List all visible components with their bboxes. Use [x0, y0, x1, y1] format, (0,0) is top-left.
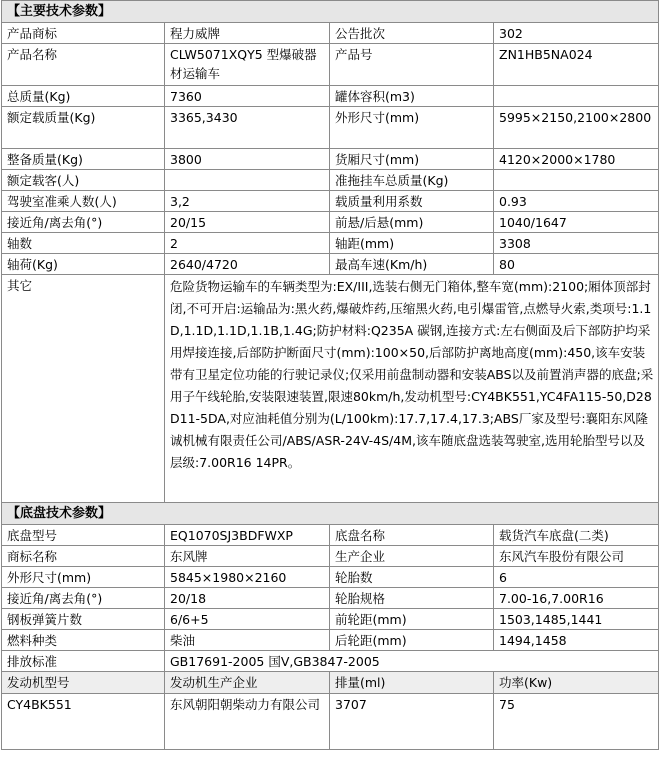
engine-displacement: 3707	[330, 694, 494, 750]
table-row	[2, 212, 659, 233]
field-value: 4120×2000×1780	[494, 149, 659, 170]
field-value: 1494,1458	[494, 630, 659, 651]
field-value: 3308	[494, 233, 659, 254]
field-value: 20/15	[165, 212, 330, 233]
field-label: 产品名称	[2, 44, 165, 86]
table-row	[2, 254, 659, 275]
field-label: 生产企业	[330, 546, 494, 567]
table-row	[2, 191, 659, 212]
field-value: 5845×1980×2160	[165, 567, 330, 588]
field-label: 轴数	[2, 233, 165, 254]
section-title: 【底盘技术参数】	[2, 503, 659, 525]
column-header: 排量(ml)	[330, 672, 494, 694]
table-row	[2, 149, 659, 170]
field-label: 钢板弹簧片数	[2, 609, 165, 630]
field-value: CLW5071XQY5 型爆破器材运输车	[165, 44, 330, 86]
table-row	[2, 546, 659, 567]
table-row	[2, 588, 659, 609]
field-value: 1503,1485,1441	[494, 609, 659, 630]
emission-value: GB17691-2005 国V,GB3847-2005	[165, 651, 659, 672]
field-label: 轮胎规格	[330, 588, 494, 609]
engine-maker: 东风朝阳朝柴动力有限公司	[165, 694, 330, 750]
engine-header-row	[2, 672, 659, 694]
field-value: 302	[494, 23, 659, 44]
field-value: EQ1070SJ3BDFWXP	[165, 525, 330, 546]
table-row	[2, 170, 659, 191]
table-row	[2, 609, 659, 630]
field-label: 驾驶室准乘人数(人)	[2, 191, 165, 212]
field-value: 0.93	[494, 191, 659, 212]
field-value: 3800	[165, 149, 330, 170]
field-value	[494, 170, 659, 191]
table-row	[2, 567, 659, 588]
field-value: 2	[165, 233, 330, 254]
column-header: 发动机型号	[2, 672, 165, 694]
field-label: 最高车速(Km/h)	[330, 254, 494, 275]
field-label: 轮胎数	[330, 567, 494, 588]
field-label: 前悬/后悬(mm)	[330, 212, 494, 233]
field-value	[165, 170, 330, 191]
field-label: 外形尺寸(mm)	[2, 567, 165, 588]
table-row	[2, 233, 659, 254]
table-row	[2, 44, 659, 86]
field-value: 载货汽车底盘(二类)	[494, 525, 659, 546]
field-value: 2640/4720	[165, 254, 330, 275]
field-label: 准拖挂车总质量(Kg)	[330, 170, 494, 191]
table-row	[2, 86, 659, 107]
field-value: 80	[494, 254, 659, 275]
field-value: 3365,3430	[165, 107, 330, 149]
field-value: 3,2	[165, 191, 330, 212]
field-value: 7.00-16,7.00R16	[494, 588, 659, 609]
engine-model: CY4BK551	[2, 694, 165, 750]
engine-row	[2, 694, 659, 750]
field-label: 罐体容积(m3)	[330, 86, 494, 107]
field-label: 燃料种类	[2, 630, 165, 651]
field-label: 前轮距(mm)	[330, 609, 494, 630]
field-label: 接近角/离去角(°)	[2, 212, 165, 233]
other-label: 其它	[2, 275, 165, 503]
section-header-main	[2, 1, 659, 23]
column-header: 功率(Kw)	[494, 672, 659, 694]
field-label: 产品商标	[2, 23, 165, 44]
engine-power: 75	[494, 694, 659, 750]
field-value: 程力威牌	[165, 23, 330, 44]
field-value: ZN1HB5NA024	[494, 44, 659, 86]
table-row	[2, 107, 659, 149]
field-label: 外形尺寸(mm)	[330, 107, 494, 149]
field-label: 后轮距(mm)	[330, 630, 494, 651]
field-label: 整备质量(Kg)	[2, 149, 165, 170]
field-label: 接近角/离去角(°)	[2, 588, 165, 609]
field-value: 东风汽车股份有限公司	[494, 546, 659, 567]
table-row	[2, 525, 659, 546]
field-value: 6/6+5	[165, 609, 330, 630]
other-description: 危险货物运输车的车辆类型为:EX/III,选装右侧无门箱体,整车宽(mm):2100;厢体顶部封闭,不可开启:运输品为:黑火药,爆破炸药,压缩黑火药,电引爆雷管,点燃导火索,类项号:1.1D,1.1D,1.1D,1.1B,1.4G;防护材料:Q235A 碳钢,连接方式:左右侧面及后下部防护均采用焊接连接,后部防护断面尺寸(mm):100×50,后部防护离地高度(mm):450,该车安装带有卫星定位功能的行驶记录仪;仅采用前盘制动器和安装ABS以及前置消声器的底盘;采用子午线轮胎,安装限速装置,限速80km/h,发动机型号:CY4BK551,YC4FA115-50,D28D11-5DA,对应油耗值分别为(L/100km):17.7,17.4,17.3;ABS厂家及型号:襄阳东风隆诚机械有限责任公司/ABS/ASR-24V-4S/4M,该车随底盘选装驾驶室,选用轮胎型号以及层级:7.00R16 14PR。	[165, 275, 659, 503]
field-value: 1040/1647	[494, 212, 659, 233]
section-header-chassis	[2, 503, 659, 525]
field-value	[494, 86, 659, 107]
field-value: 5995×2150,2100×2800	[494, 107, 659, 149]
field-value: 20/18	[165, 588, 330, 609]
field-label: 额定载质量(Kg)	[2, 107, 165, 149]
field-label: 公告批次	[330, 23, 494, 44]
table-row	[2, 23, 659, 44]
emission-label: 排放标准	[2, 651, 165, 672]
field-label: 产品号	[330, 44, 494, 86]
field-label: 底盘名称	[330, 525, 494, 546]
table-row	[2, 630, 659, 651]
field-label: 货厢尺寸(mm)	[330, 149, 494, 170]
field-label: 底盘型号	[2, 525, 165, 546]
field-label: 载质量利用系数	[330, 191, 494, 212]
field-label: 总质量(Kg)	[2, 86, 165, 107]
other-row	[2, 275, 659, 503]
field-value: 柴油	[165, 630, 330, 651]
emission-row	[2, 651, 659, 672]
field-label: 商标名称	[2, 546, 165, 567]
column-header: 发动机生产企业	[165, 672, 330, 694]
field-label: 轴荷(Kg)	[2, 254, 165, 275]
field-label: 额定载客(人)	[2, 170, 165, 191]
field-label: 轴距(mm)	[330, 233, 494, 254]
section-title: 【主要技术参数】	[2, 1, 659, 23]
field-value: 东风牌	[165, 546, 330, 567]
field-value: 7360	[165, 86, 330, 107]
field-value: 6	[494, 567, 659, 588]
spec-table	[1, 0, 659, 750]
